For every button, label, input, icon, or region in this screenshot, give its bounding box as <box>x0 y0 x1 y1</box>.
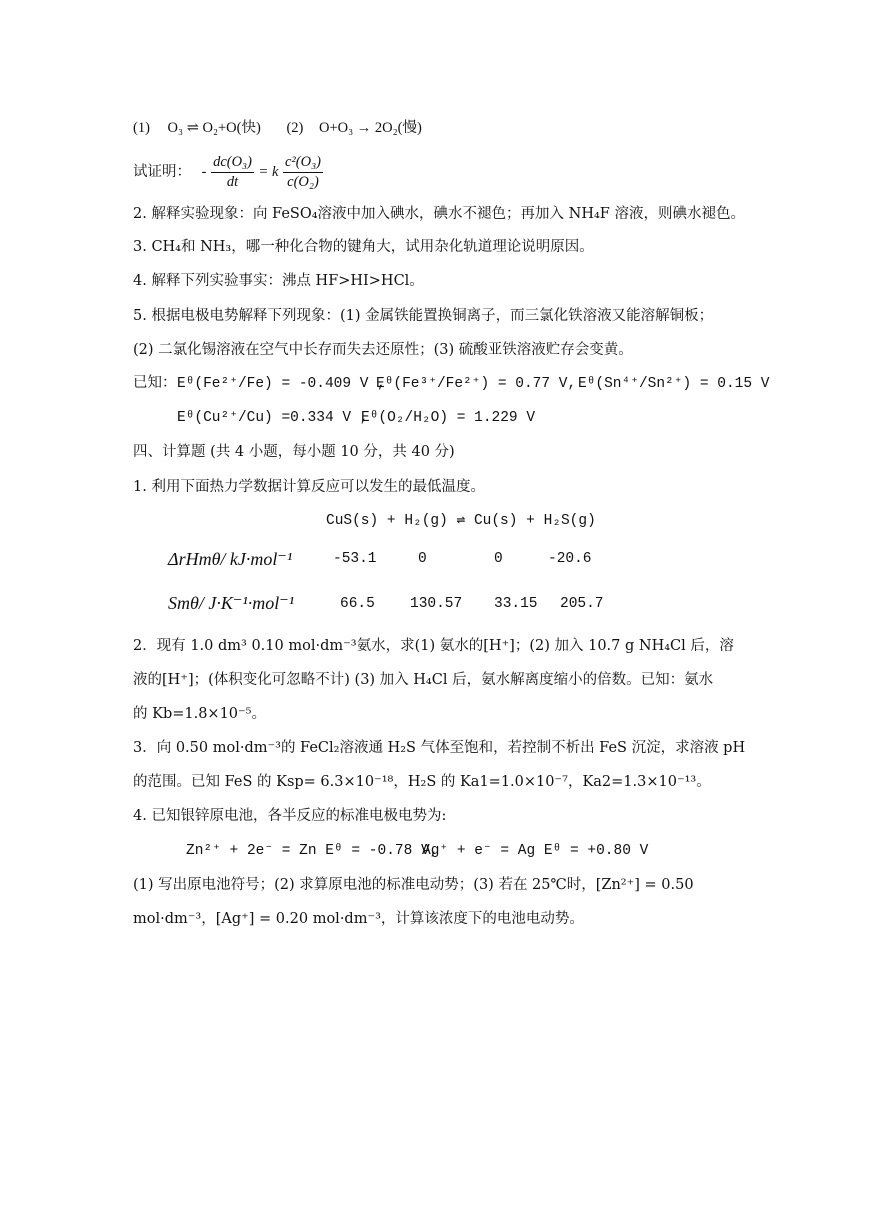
question-3: 3. CH₄和 NH₃，哪一种化合物的键角大，试用杂化轨道理论说明原因。 <box>133 239 594 255</box>
entropy-h2: 130.57 <box>410 596 463 612</box>
question-5-line-1: 5. 根据电极电势解释下列现象：(1) 金属铁能置换铜离子，而三氯化铁溶液又能溶解铜板； <box>133 308 714 324</box>
entropy-cus: 66.5 <box>340 596 375 612</box>
half-reaction-zn: Zn²⁺ + 2e⁻ = Zn Eᶿ = -0.78 V, <box>186 843 439 859</box>
calc-question-2-line-3: 的 Kb=1.8×10⁻⁵。 <box>133 706 266 722</box>
lhs-denominator: dt <box>226 173 239 190</box>
enthalpy-label <box>168 549 292 570</box>
potential-fe3-fe2: Eᶿ(Fe³⁺/Fe²⁺) = 0.77 V, <box>376 376 577 392</box>
rate-constant: = k <box>258 164 279 180</box>
lhs-numerator: dc(O₃) <box>211 153 254 173</box>
known-label: 已知： <box>133 376 177 392</box>
rhs-fraction <box>283 153 323 192</box>
half-reaction-ag: Ag⁺ + e⁻ = Ag Eᶿ = +0.80 V <box>422 843 649 859</box>
rhs-numerator: c²(O₃) <box>283 153 323 173</box>
calc-question-2-line-2: 液的[H⁺]；(体积变化可忽略不计) (3) 加入 H₄Cl 后，氨水解离度缩小的倍数。已知：氨水 <box>133 672 714 688</box>
calc-question-2-line-1: 2．现有 1.0 dm³ 0.10 mol·dm⁻³氨水，求(1) 氨水的[H⁺]；(2) 加入 10.7 g NH₄Cl 后，溶 <box>133 638 734 654</box>
enthalpy-h2: 0 <box>418 551 427 567</box>
enthalpy-cus: -53.1 <box>333 551 377 567</box>
calc-question-3-line-2: 的范围。已知 FeS 的 Ksp= 6.3×10⁻¹⁸，H₂S 的 Ka1=1.0×10⁻⁷，Ka2=1.3×10⁻¹³。 <box>133 774 711 790</box>
entropy-label <box>168 593 294 614</box>
calc-question-4-parts-line-2: mol·dm⁻³，[Ag⁺] = 0.20 mol·dm⁻³，计算该浓度下的电池电动势。 <box>133 911 584 927</box>
rhs-denominator: c(O₂) <box>287 173 319 190</box>
entropy-h2s: 205.7 <box>560 596 604 612</box>
reaction-line-1 <box>133 118 422 138</box>
potential-cu2-cu: Eᶿ(Cu²⁺/Cu) =0.334 V , <box>177 410 369 426</box>
section-4-heading: 四、计算题 (共 4 小题，每小题 10 分，共 40 分) <box>133 444 455 460</box>
potential-fe2-fe: Eᶿ(Fe²⁺/Fe) = -0.409 V , <box>177 376 386 392</box>
enthalpy-h2s: -20.6 <box>548 551 592 567</box>
known-potentials-line-1 <box>133 374 177 394</box>
reaction-equation: CuS(s) + H₂(g) ⇌ Cu(s) + H₂S(g) <box>326 513 596 529</box>
entropy-cu: 33.15 <box>494 596 538 612</box>
step-1-reaction: O₃ ⇌ O₂+O(快) <box>167 120 261 136</box>
potential-o2-h2o: Eᶿ(O₂/H₂O) = 1.229 V <box>361 410 536 426</box>
step-1-number: (1) <box>133 120 150 136</box>
question-5-line-2: (2) 二氯化锡溶液在空气中长存而失去还原性；(3) 硫酸亚铁溶液贮存会变黄。 <box>133 342 633 358</box>
calc-question-1: 1. 利用下面热力学数据计算反应可以发生的最低温度。 <box>133 479 485 495</box>
lhs-fraction <box>211 153 254 192</box>
question-4: 4. 解释下列实验事实：沸点 HF>HI>HCl。 <box>133 273 424 289</box>
proof-label: 试证明： <box>133 164 191 180</box>
entropy-symbol: Smθ/ J·K⁻¹·mol⁻¹ <box>168 593 295 613</box>
calc-question-4-parts-line-1: (1) 写出原电池符号；(2) 求算原电池的标准电动势；(3) 若在 25℃时，[Zn²⁺] = 0.50 <box>133 877 694 893</box>
calc-question-4: 4. 已知银锌原电池，各半反应的标准电极电势为: <box>133 808 447 824</box>
question-2: 2. 解释实验现象：向 FeSO₄溶液中加入碘水，碘水不褪色；再加入 NH₄F 溶液，则碘水褪色。 <box>133 206 745 222</box>
step-2-reaction: O+O₃ → 2O₂(慢) <box>318 120 422 136</box>
calc-question-3-line-1: 3．向 0.50 mol·dm⁻³的 FeCl₂溶液通 H₂S 气体至饱和，若控制不析出 FeS 沉淀，求溶液 pH <box>133 740 746 756</box>
proof-line: 试证明： - $\frac{\text{dc(O₃)}}{dt}$ = k $\frac{\text{c²(O₃)}}{\text{c(O₂)}}$ <box>133 153 321 190</box>
step-2-number: (2) <box>286 120 304 136</box>
enthalpy-symbol: ΔrHmθ/ kJ·mol⁻¹ <box>168 549 293 569</box>
enthalpy-cu: 0 <box>494 551 503 567</box>
potential-sn4-sn2: Eᶿ(Sn⁴⁺/Sn²⁺) = 0.15 V <box>578 376 770 392</box>
